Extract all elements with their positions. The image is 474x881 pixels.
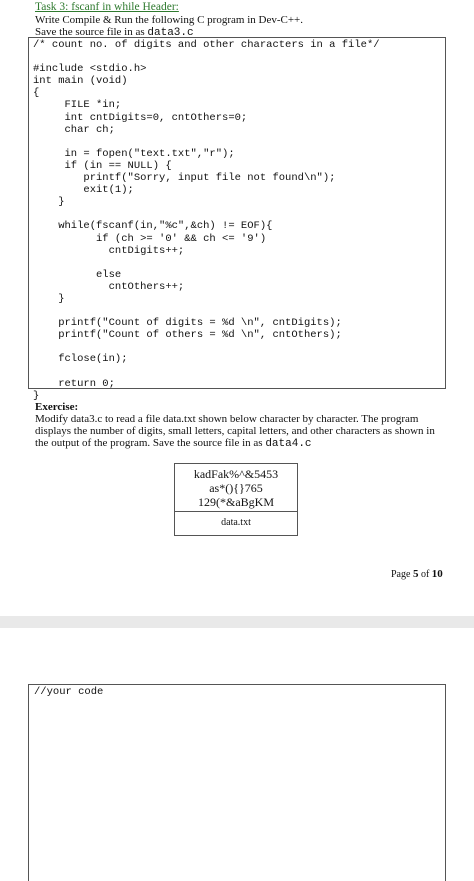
answer-box[interactable] (28, 684, 446, 881)
task-instructions (35, 14, 303, 39)
exercise-description: Modify data3.c to read a file data.txt shown below character by character. The program displays the number of digits, small letters, capital letters, and other characters as shown in the output of the program. Save the source file in as (35, 413, 435, 449)
code-line: printf("Sorry, input file not found\n"); (33, 172, 336, 185)
data-file-table (174, 463, 298, 536)
code-line: fclose(in); (33, 353, 128, 366)
page-separator (0, 616, 474, 628)
code-line: char ch; (33, 123, 115, 136)
page-six (0, 628, 474, 880)
code-line: while(fscanf(in,"%c",&ch) != EOF){ (33, 220, 273, 233)
instruction-filename: data3.c (147, 27, 194, 39)
answer-placeholder: //your code (34, 686, 104, 698)
page-label: Page (391, 569, 411, 580)
code-line: cntOthers++; (33, 280, 185, 293)
code-listing (29, 38, 445, 402)
code-line: printf("Count of others = %d \n", cntOthers); (33, 329, 342, 342)
code-line: in = fopen("text.txt","r"); (33, 147, 235, 160)
data-file-caption: data.txt (221, 517, 251, 528)
data-line: as*(){}765 (209, 481, 263, 495)
exercise-filename: data4.c (265, 438, 312, 450)
code-line: { (33, 87, 40, 100)
data-line: kadFak%^&5453 (193, 467, 279, 481)
exercise-text (35, 413, 440, 450)
page-total: 10 (431, 568, 443, 580)
data-line: 129(*&aBgKM (198, 495, 274, 509)
code-line: exit(1); (33, 184, 134, 197)
code-line: } (33, 292, 65, 305)
code-line: else (33, 268, 122, 281)
instruction-save-text: Save the source file in as (35, 26, 148, 38)
code-line: if (in == NULL) { (33, 159, 172, 172)
code-line: int cntDigits=0, cntOthers=0; (33, 111, 248, 124)
task-title: Task 3: fscanf in while Header: (35, 1, 179, 13)
page-current: 5 (412, 568, 419, 580)
code-line: if (ch >= '0' && ch <= '9') (33, 232, 267, 245)
code-line: #include <stdio.h> (33, 63, 147, 76)
code-line: } (33, 389, 40, 402)
page-number (391, 568, 443, 580)
code-line: } (33, 196, 65, 209)
code-line: FILE *in; (33, 99, 122, 112)
page-of: of (420, 569, 430, 580)
exercise-heading: Exercise: (35, 401, 79, 413)
code-line: cntDigits++; (33, 244, 185, 257)
instruction-line-1: Write Compile & Run the following C program in Dev-C++. (35, 14, 303, 26)
code-line: return 0; (33, 377, 115, 390)
code-line: int main (void) (33, 75, 128, 88)
data-file-content (175, 464, 297, 512)
code-line: /* count no. of digits and other characters in a file*/ (33, 39, 380, 51)
code-line: printf("Count of digits = %d \n", cntDigits); (33, 317, 342, 330)
code-listing-box (28, 37, 446, 402)
